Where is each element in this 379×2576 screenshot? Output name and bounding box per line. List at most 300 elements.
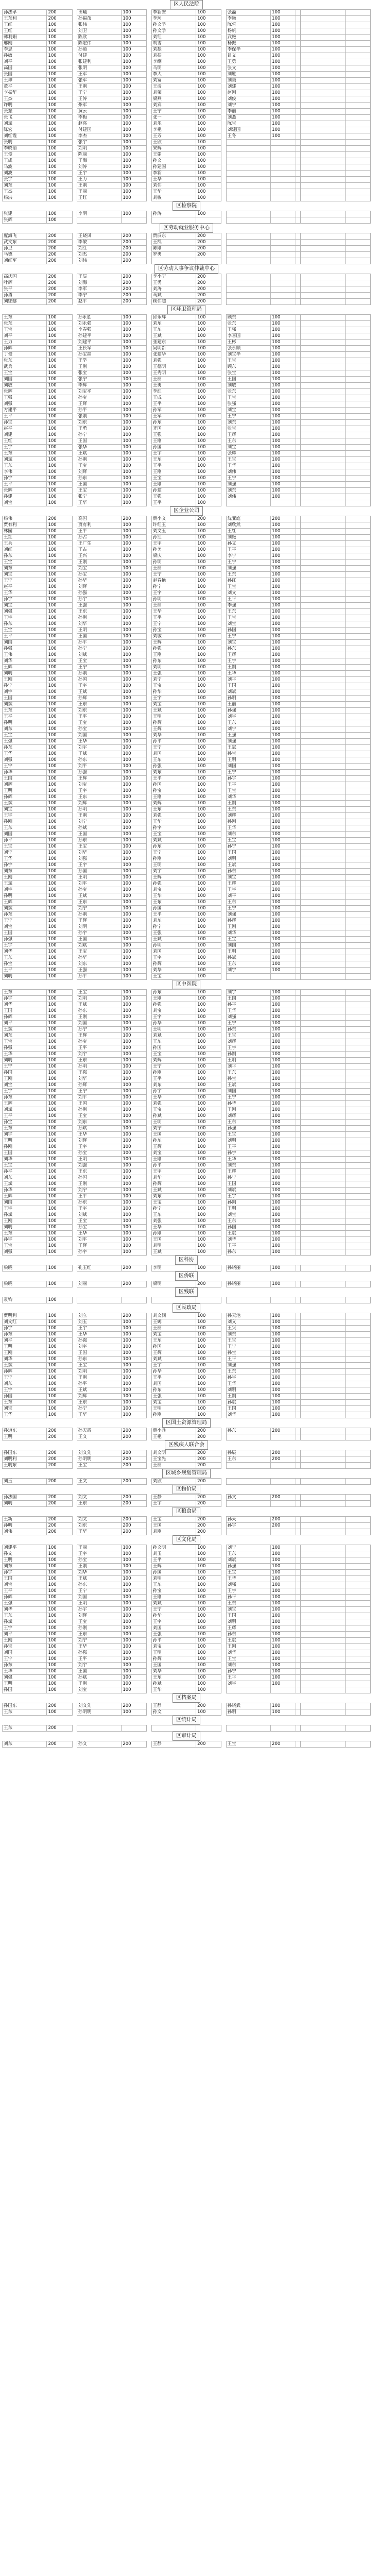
column-gap <box>147 1021 151 1027</box>
empty-cell <box>345 875 370 881</box>
donor-name: 刘宇 <box>226 1681 270 1687</box>
empty-cell <box>296 1428 301 1434</box>
empty-cell <box>301 293 345 299</box>
donation-amount: 100 <box>122 1150 147 1157</box>
donor-name: 王平 <box>3 482 47 488</box>
header-spacer <box>47 1507 72 1517</box>
donor-name: 张宝 <box>226 426 270 432</box>
section-header-row <box>3 1732 371 1741</box>
empty-cell <box>345 955 370 961</box>
column-gap <box>221 974 226 980</box>
donor-name: 刘宾 <box>151 103 196 109</box>
donor-name: 刘立 <box>77 1313 121 1319</box>
header-spacer <box>3 305 47 315</box>
donation-amount: 100 <box>122 327 147 333</box>
donor-name: 梁庆 <box>151 553 196 560</box>
donor-name: 王华 <box>77 1644 121 1650</box>
donation-amount: 100 <box>122 1412 147 1418</box>
donor-name: 刘宝 <box>3 1406 47 1412</box>
donor-name: 孙东 <box>151 1138 196 1144</box>
column-gap <box>72 869 77 875</box>
donation-amount: 100 <box>271 714 296 720</box>
donor-name: 孙文 <box>77 1741 121 1748</box>
column-gap <box>72 1194 77 1200</box>
header-spacer <box>3 0 47 10</box>
donation-amount: 100 <box>122 850 147 856</box>
header-spacer <box>147 980 151 990</box>
donor-name <box>226 299 270 305</box>
empty-cell <box>301 1045 345 1052</box>
donation-amount: 200 <box>122 1265 147 1272</box>
donation-amount: 100 <box>196 377 221 383</box>
donor-row <box>3 195 371 201</box>
donation-amount: 100 <box>271 850 296 856</box>
donation-amount: 100 <box>271 1675 296 1681</box>
column-gap <box>72 327 77 333</box>
donation-amount: 100 <box>122 401 147 408</box>
header-spacer <box>271 1535 296 1545</box>
header-spacer <box>47 506 72 516</box>
donor-name: 王宝 <box>151 1052 196 1058</box>
donation-amount: 100 <box>271 838 296 844</box>
empty-cell <box>345 1297 370 1303</box>
donation-amount: 200 <box>196 1741 221 1748</box>
donation-amount: 200 <box>196 1495 221 1501</box>
donor-name: 孙宝 <box>77 1039 121 1045</box>
donation-amount: 200 <box>122 1529 147 1535</box>
empty-cell <box>296 677 301 683</box>
column-gap <box>72 590 77 597</box>
donor-name: 马明 <box>151 65 196 72</box>
donor-name: 王刚 <box>3 677 47 683</box>
empty-cell <box>345 1181 370 1188</box>
column-gap <box>72 739 77 745</box>
donor-row <box>3 996 371 1002</box>
empty-cell <box>345 1045 370 1052</box>
empty-cell <box>296 955 301 961</box>
header-spacer <box>345 1256 370 1265</box>
donation-amount <box>271 164 296 171</box>
donor-name: 刘华 <box>151 968 196 974</box>
donation-amount: 100 <box>47 597 72 603</box>
empty-cell <box>345 584 370 590</box>
donation-amount: 100 <box>271 702 296 708</box>
donation-amount: 100 <box>122 955 147 961</box>
column-gap <box>221 906 226 912</box>
empty-cell <box>296 1157 301 1163</box>
empty-cell <box>345 395 370 401</box>
header-spacer <box>221 1693 226 1703</box>
column-gap <box>72 395 77 401</box>
empty-cell <box>296 240 301 246</box>
donation-amount: 100 <box>122 84 147 90</box>
column-gap <box>221 451 226 457</box>
donor-name <box>226 1501 270 1507</box>
donation-amount: 100 <box>122 377 147 383</box>
donor-name: 王静 <box>151 1495 196 1501</box>
empty-cell <box>345 1265 370 1272</box>
column-gap <box>72 930 77 937</box>
header-spacer <box>271 506 296 516</box>
donor-name: 刘华 <box>77 621 121 628</box>
column-gap <box>72 469 77 476</box>
empty-cell <box>301 1687 345 1693</box>
column-gap <box>72 211 77 217</box>
donor-name: 刘强 <box>3 401 47 408</box>
donation-amount: 100 <box>122 844 147 850</box>
donation-amount <box>271 217 296 224</box>
donation-amount: 100 <box>271 1181 296 1188</box>
empty-cell <box>345 974 370 980</box>
empty-cell <box>296 881 301 887</box>
empty-cell <box>301 590 345 597</box>
empty-cell <box>301 321 345 327</box>
donor-row <box>3 217 371 224</box>
empty-cell <box>301 445 345 451</box>
donation-amount: 100 <box>47 937 72 943</box>
column-gap <box>147 844 151 850</box>
column-gap <box>72 1181 77 1188</box>
column-gap <box>221 801 226 807</box>
donor-name: 李艳 <box>151 127 196 133</box>
empty-cell <box>301 869 345 875</box>
empty-cell <box>345 35 370 41</box>
donation-amount: 200 <box>47 1479 72 1485</box>
donor-name: 王杰 <box>3 189 47 195</box>
empty-cell <box>345 1014 370 1021</box>
donor-name: 王宇 <box>151 696 196 702</box>
column-gap <box>221 1344 226 1350</box>
donation-amount: 100 <box>122 1332 147 1338</box>
column-gap <box>147 1638 151 1644</box>
donor-row <box>3 1194 371 1200</box>
donation-amount: 100 <box>271 1163 296 1169</box>
donation-amount: 100 <box>47 1126 72 1132</box>
column-gap <box>221 482 226 488</box>
donor-row <box>3 445 371 451</box>
donor-name: 孙东 <box>77 1357 121 1363</box>
donation-amount: 100 <box>122 801 147 807</box>
empty-cell <box>296 1582 301 1588</box>
empty-cell <box>301 1529 345 1535</box>
empty-cell <box>296 1237 301 1243</box>
column-gap <box>147 96 151 103</box>
header-spacer <box>221 264 226 274</box>
donor-name: 刘建 <box>226 84 270 90</box>
donor-name: 刘宁 <box>151 1126 196 1132</box>
donor-name: 刘红 <box>3 547 47 553</box>
donation-amount: 100 <box>122 961 147 968</box>
column-gap <box>221 164 226 171</box>
empty-cell <box>345 782 370 788</box>
empty-cell <box>345 189 370 195</box>
donation-amount: 100 <box>122 714 147 720</box>
donation-amount: 100 <box>47 1008 72 1014</box>
donation-amount: 100 <box>196 733 221 739</box>
header-spacer <box>147 1469 151 1479</box>
empty-cell <box>301 1297 345 1303</box>
donor-name: 孙平 <box>77 974 121 980</box>
donation-amount: 100 <box>196 401 221 408</box>
donor-name: 孙国东 <box>3 1703 47 1709</box>
donor-name: 王丽 <box>77 1545 121 1551</box>
donor-name: 孙刚 <box>3 819 47 825</box>
column-gap <box>72 856 77 862</box>
header-spacer <box>221 1272 226 1281</box>
donation-amount: 200 <box>47 1517 72 1523</box>
empty-cell <box>301 996 345 1002</box>
empty-cell <box>296 22 301 28</box>
column-gap <box>221 445 226 451</box>
column-gap <box>147 757 151 764</box>
donation-amount: 100 <box>271 78 296 84</box>
empty-cell <box>296 408 301 414</box>
donation-amount: 100 <box>122 1243 147 1249</box>
empty-cell <box>301 1387 345 1394</box>
donation-amount: 100 <box>47 578 72 584</box>
donor-name <box>151 217 196 224</box>
empty-cell <box>296 1656 301 1663</box>
donation-amount: 100 <box>271 1014 296 1021</box>
column-gap <box>221 1495 226 1501</box>
donation-amount: 100 <box>122 1344 147 1350</box>
column-gap <box>221 127 226 133</box>
column-gap <box>221 327 226 333</box>
donation-amount: 100 <box>122 547 147 553</box>
empty-cell <box>301 906 345 912</box>
donation-amount: 100 <box>196 628 221 634</box>
column-gap <box>221 103 226 109</box>
empty-cell <box>296 1076 301 1082</box>
donor-name: 贾辰东 <box>151 233 196 240</box>
donation-amount: 100 <box>122 1551 147 1557</box>
header-spacer <box>72 1693 77 1703</box>
empty-cell <box>296 1095 301 1101</box>
donor-name: 王明 <box>226 1058 270 1064</box>
donor-name: 刘东 <box>3 1381 47 1387</box>
empty-cell <box>345 133 370 140</box>
donor-name: 王斌 <box>3 1181 47 1188</box>
column-gap <box>147 333 151 340</box>
donor-name: 王华 <box>226 1381 270 1387</box>
donor-name: 陈刚 <box>151 246 196 252</box>
donor-name: 王宁 <box>226 634 270 640</box>
donor-name: 张永顺 <box>226 346 270 352</box>
column-gap <box>147 968 151 974</box>
column-gap <box>221 1326 226 1332</box>
empty-cell <box>301 1163 345 1169</box>
empty-cell <box>301 35 345 41</box>
donor-name: 王成 <box>3 158 47 164</box>
donation-amount: 100 <box>196 370 221 377</box>
column-gap <box>72 996 77 1002</box>
column-gap <box>147 90 151 96</box>
column-gap <box>147 1150 151 1157</box>
column-gap <box>147 140 151 146</box>
donation-amount <box>271 233 296 240</box>
header-spacer <box>147 1303 151 1313</box>
donor-name: 王强 <box>151 494 196 500</box>
donor-name: 李宁 <box>226 553 270 560</box>
column-gap <box>221 584 226 590</box>
column-gap <box>72 1675 77 1681</box>
column-gap <box>147 819 151 825</box>
donation-amount: 100 <box>47 1243 72 1249</box>
empty-cell <box>296 1523 301 1529</box>
donor-name: 孙宁 <box>77 646 121 652</box>
donor-row <box>3 482 371 488</box>
donation-amount: 100 <box>47 1332 72 1338</box>
column-gap <box>72 665 77 671</box>
column-gap <box>221 1363 226 1369</box>
column-gap <box>72 1039 77 1045</box>
donor-name: 刘伟 <box>77 258 121 264</box>
empty-cell <box>301 1495 345 1501</box>
donor-name: 孙东 <box>151 844 196 850</box>
column-gap <box>147 321 151 327</box>
column-gap <box>221 658 226 665</box>
donor-name: 刘红 <box>151 35 196 41</box>
donation-amount: 100 <box>122 65 147 72</box>
donor-name: 孙强 <box>226 1564 270 1570</box>
donation-amount: 100 <box>122 881 147 887</box>
empty-cell <box>301 164 345 171</box>
empty-cell <box>301 535 345 541</box>
donation-amount: 100 <box>196 1595 221 1601</box>
column-gap <box>147 280 151 286</box>
donor-name: 张东 <box>3 358 47 364</box>
column-gap <box>147 103 151 109</box>
empty-cell <box>301 84 345 90</box>
empty-cell <box>296 584 301 590</box>
donation-amount: 100 <box>196 1545 221 1551</box>
column-gap <box>147 1450 151 1456</box>
donor-name: 王华 <box>77 1332 121 1338</box>
donation-amount: 100 <box>196 1613 221 1619</box>
column-gap <box>147 146 151 152</box>
header-spacer <box>226 1716 270 1725</box>
donor-name: 孙宇 <box>3 476 47 482</box>
column-gap <box>72 1064 77 1070</box>
donation-amount: 100 <box>271 1357 296 1363</box>
donation-amount <box>271 258 296 264</box>
donation-amount: 100 <box>271 1625 296 1632</box>
empty-cell <box>301 1557 345 1564</box>
header-spacer <box>296 1507 301 1517</box>
donor-name: 刘国 <box>77 1021 121 1027</box>
donation-amount: 100 <box>122 529 147 535</box>
donation-amount: 100 <box>196 65 221 72</box>
donor-name: 王宇 <box>151 1501 196 1507</box>
empty-cell <box>296 286 301 293</box>
donation-amount: 100 <box>196 426 221 432</box>
header-spacer <box>271 1716 296 1725</box>
column-gap <box>72 782 77 788</box>
donor-row <box>3 1138 371 1144</box>
empty-cell <box>296 1601 301 1607</box>
donor-name: 王东 <box>3 990 47 996</box>
empty-cell <box>296 535 301 541</box>
header-spacer <box>77 1418 121 1428</box>
donor-name: 王华 <box>226 825 270 832</box>
donor-name: 王宁 <box>3 1064 47 1070</box>
donor-name: 孙永胜 <box>77 315 121 321</box>
empty-cell <box>345 1249 370 1256</box>
donor-name: 刘明 <box>77 996 121 1002</box>
donor-row <box>3 438 371 445</box>
header-spacer <box>221 0 226 10</box>
donor-name: 王宝 <box>3 560 47 566</box>
donor-name: 刘斌 <box>3 702 47 708</box>
donation-amount: 100 <box>196 327 221 333</box>
donor-name: 王斌 <box>226 1231 270 1237</box>
donation-amount: 100 <box>47 1070 72 1076</box>
donor-row <box>3 22 371 28</box>
donor-row <box>3 609 371 615</box>
header-spacer <box>296 224 301 233</box>
donor-name: 马波 <box>3 164 47 171</box>
header-spacer <box>301 980 345 990</box>
donor-name: 刘丽 <box>77 1281 121 1287</box>
empty-cell <box>301 252 345 258</box>
donor-row <box>3 140 371 146</box>
donor-name: 王辉 <box>151 640 196 646</box>
header-spacer <box>345 1418 370 1428</box>
donation-amount: 100 <box>196 1008 221 1014</box>
column-gap <box>147 1082 151 1089</box>
empty-cell <box>296 333 301 340</box>
donor-row <box>3 211 371 217</box>
donation-amount: 100 <box>196 1650 221 1656</box>
donor-row <box>3 451 371 457</box>
donation-amount: 100 <box>196 1212 221 1218</box>
donor-name: 刘斌 <box>77 1212 121 1218</box>
column-gap <box>147 590 151 597</box>
donor-row <box>3 522 371 529</box>
donation-amount: 100 <box>196 764 221 770</box>
empty-cell <box>296 1669 301 1675</box>
column-gap <box>221 757 226 764</box>
column-gap <box>221 696 226 702</box>
donor-name: 梁晓 <box>3 1265 47 1272</box>
donor-name: 王东 <box>151 757 196 764</box>
header-spacer <box>147 506 151 516</box>
column-gap <box>72 1326 77 1332</box>
donor-name: 王辉 <box>77 1243 121 1249</box>
empty-cell <box>296 1400 301 1406</box>
column-gap <box>72 383 77 389</box>
column-gap <box>221 293 226 299</box>
empty-cell <box>301 782 345 788</box>
empty-cell <box>345 1082 370 1089</box>
donor-row <box>3 1650 371 1656</box>
donor-name: 王宝 <box>226 1741 270 1748</box>
section-title: 区侨联 <box>175 1272 198 1281</box>
header-spacer <box>47 0 72 10</box>
donation-amount: 100 <box>196 1406 221 1412</box>
column-gap <box>72 333 77 340</box>
header-spacer <box>77 1716 121 1725</box>
donation-amount: 100 <box>47 906 72 912</box>
donation-amount: 100 <box>196 609 221 615</box>
column-gap <box>72 949 77 955</box>
donation-amount: 100 <box>47 1058 72 1064</box>
empty-cell <box>296 164 301 171</box>
column-gap <box>147 1406 151 1412</box>
donor-name: 王华 <box>226 1157 270 1163</box>
donor-name: 刘东 <box>226 420 270 426</box>
empty-cell <box>345 1002 370 1008</box>
